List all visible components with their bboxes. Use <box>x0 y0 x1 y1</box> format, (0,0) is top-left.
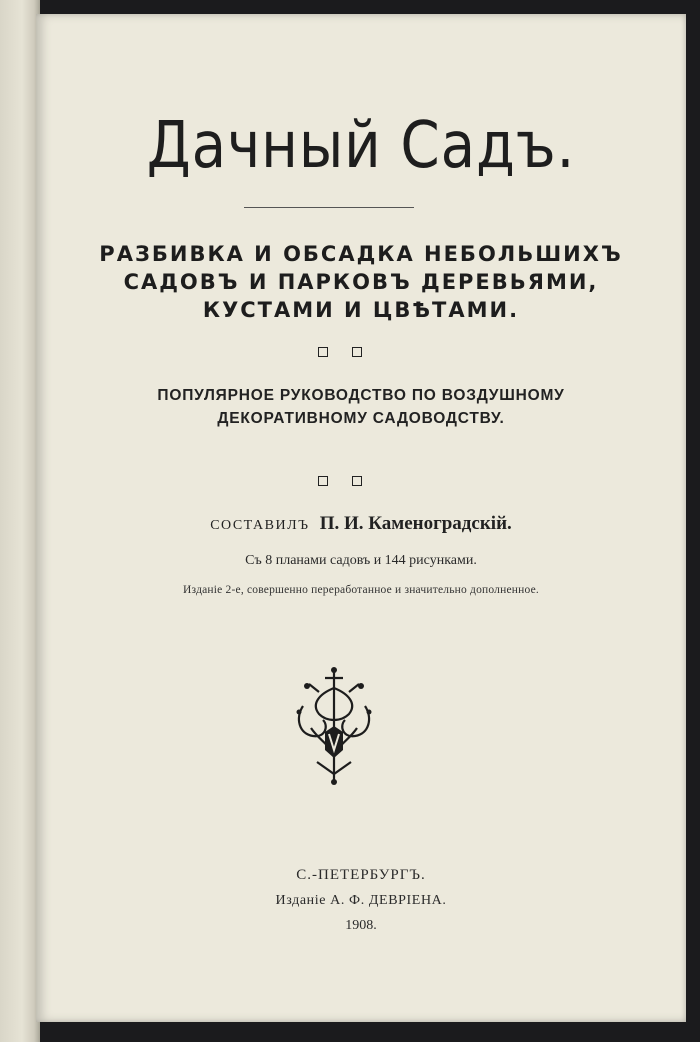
square-ornament-icon <box>306 344 374 356</box>
book-subtitle: РАЗБИВКА И ОБСАДКА НЕБОЛЬШИХЪ САДОВЪ И ПАРКОВЪ ДЕРЕВЬЯМИ, КУСТАМИ И ЦВѢТАМИ. <box>99 242 623 322</box>
guide-description: ПОПУЛЯРНОЕ РУКОВОДСТВО ПО ВОЗДУШНОМУ ДЕКОРАТИВНОМУ САДОВОДСТВУ. <box>157 387 565 427</box>
left-page-edge <box>0 0 40 1042</box>
book-title: Дачный Садъ. <box>146 109 576 183</box>
publication-city: С.-ПЕТЕРБУРГЪ. <box>296 867 426 883</box>
author-line <box>36 513 686 535</box>
publisher-line: Изданіе А. Ф. ДЕВРІЕНА. <box>275 893 447 908</box>
title-page <box>36 14 686 1022</box>
author-name: П. И. Каменоградскій. <box>319 513 512 534</box>
square-ornament-icon <box>306 473 374 485</box>
title-divider <box>244 207 414 208</box>
plans-note: Съ 8 планами садовъ и 144 рисунками. <box>245 553 477 568</box>
edition-note: Изданіе 2-е, совершенно переработанное и значительно дополненное. <box>183 584 539 596</box>
publication-year: 1908. <box>345 918 377 933</box>
author-prefix: СОСТАВИЛЪ <box>210 518 310 533</box>
publisher-emblem-icon <box>289 666 379 786</box>
